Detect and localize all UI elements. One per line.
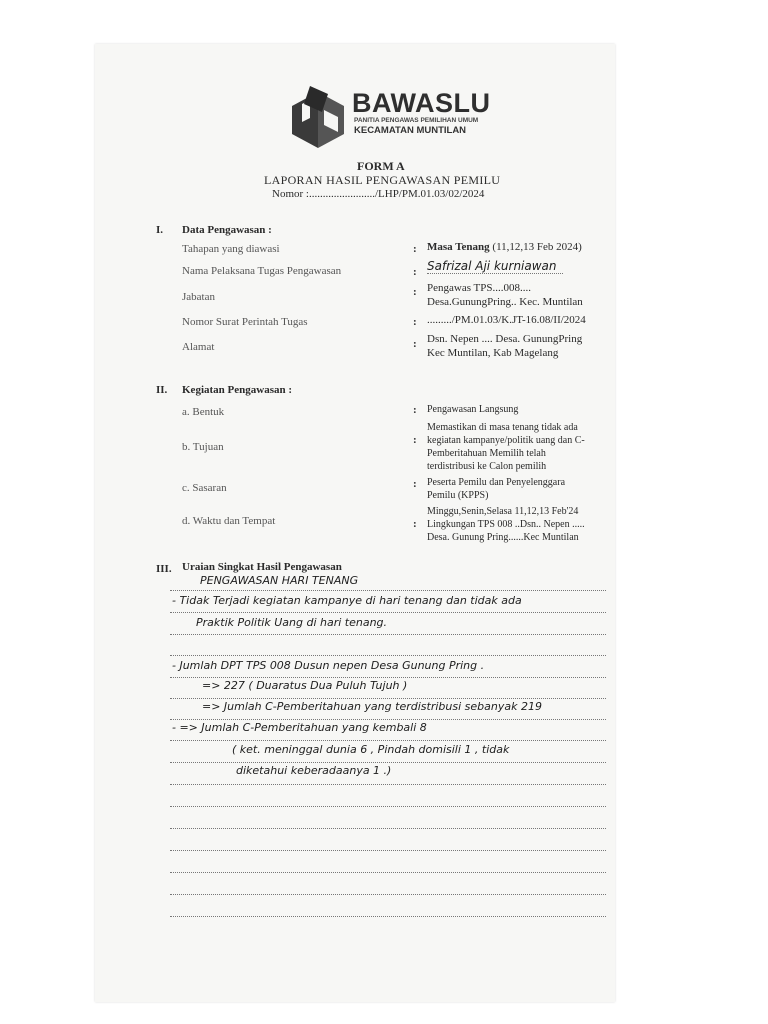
section1-number: I. <box>156 224 164 236</box>
writing-line <box>170 698 606 699</box>
s2-value-tujuan-4: terdistribusi ke Calon pemilih <box>427 461 547 472</box>
writing-line <box>170 806 606 807</box>
s1-value-tahapan-bold: Masa Tenang <box>427 241 490 253</box>
section2-number: II. <box>156 384 168 396</box>
s2-colon-sasaran: : <box>413 478 417 490</box>
s1-label-alamat: Alamat <box>182 341 215 353</box>
s2-value-tujuan-1: Memastikan di masa tenang tidak ada <box>427 422 578 433</box>
writing-line <box>170 677 606 678</box>
writing-line <box>170 916 606 917</box>
s1-colon-jabatan: : <box>413 286 417 298</box>
s1-label-jabatan: Jabatan <box>182 291 215 303</box>
writing-line <box>170 590 606 591</box>
s1-value-alamat-kec: Kec Muntilan, Kab Magelang <box>427 347 559 359</box>
s2-value-sasaran-1: Peserta Pemilu dan Penyelenggara <box>427 477 566 488</box>
hand-line-5: => 227 ( Duaratus Dua Puluh Tujuh ) <box>202 679 408 692</box>
s2-value-waktu-2: Lingkungan TPS 008 ..Dsn.. Nepen ..... <box>427 519 585 530</box>
s1-colon-alamat: : <box>413 338 417 350</box>
writing-line <box>170 894 606 895</box>
s2-value-waktu-1: Minggu,Senin,Selasa 11,12,13 Feb'24 <box>427 506 579 517</box>
writing-line <box>170 655 606 656</box>
hand-line-7: - => Jumlah C-Pemberitahuan yang kembali 8 <box>172 721 427 734</box>
logo-sub1: PANITIA PENGAWAS PEMILIHAN UMUM <box>354 117 479 124</box>
hand-line-6: => Jumlah C-Pemberitahuan yang terdistribusi sebanyak 219 <box>202 700 542 713</box>
ballot-box-icon <box>288 84 346 150</box>
s1-value-nama: Safrizal Aji kurniawan <box>427 259 563 274</box>
section3-title: Uraian Singkat Hasil Pengawasan <box>182 561 342 573</box>
form-nomor: Nomor :......................../LHP/PM.01.03/02/2024 <box>272 188 485 200</box>
logo-name: BAWASLU <box>352 88 491 118</box>
hand-line-2: - Tidak Terjadi kegiatan kampanye di hari tenang dan tidak ada <box>172 594 522 607</box>
s1-label-tahapan: Tahapan yang diawasi <box>182 243 280 255</box>
writing-line <box>170 634 606 635</box>
s2-value-tujuan-3: Pemberitahuan Memilih telah <box>427 448 546 459</box>
s2-label-sasaran: c. Sasaran <box>182 482 227 494</box>
s1-colon-nomor-surat: : <box>413 316 417 328</box>
writing-line <box>170 762 606 763</box>
s1-colon-nama: : <box>413 266 417 278</box>
hand-line-9: diketahui keberadaanya 1 .) <box>236 764 392 777</box>
s2-colon-waktu: : <box>413 518 417 530</box>
hand-line-8: ( ket. meninggal dunia 6 , Pindah domisili 1 , tidak <box>232 743 510 756</box>
writing-line <box>170 719 606 720</box>
s1-value-alamat: Dsn. Nepen .... Desa. GunungPring <box>427 333 583 345</box>
s2-value-sasaran-2: Pemilu (KPPS) <box>427 490 489 501</box>
s1-value-nomor-surat: ........./PM.01.03/K.JT-16.08/II/2024 <box>427 314 586 326</box>
form-label: FORM A <box>357 159 405 173</box>
bawaslu-logo <box>288 84 346 150</box>
s2-label-bentuk: a. Bentuk <box>182 406 225 418</box>
s1-label-nomor-surat: Nomor Surat Perintah Tugas <box>182 316 308 328</box>
s1-colon-tahapan: : <box>413 243 417 255</box>
writing-line <box>170 850 606 851</box>
writing-line <box>170 828 606 829</box>
section3-number: III. <box>156 563 172 575</box>
writing-line <box>170 740 606 741</box>
s1-value-tahapan-rest: (11,12,13 Feb 2024) <box>492 241 582 253</box>
s2-label-tujuan: b. Tujuan <box>182 441 224 453</box>
writing-line <box>170 612 606 613</box>
s2-value-bentuk: Pengawasan Langsung <box>427 404 519 415</box>
logo-sub2: KECAMATAN MUNTILAN <box>354 125 467 136</box>
s1-value-jabatan-desa: Desa.GunungPring.. Kec. Muntilan <box>427 296 583 308</box>
hand-line-3: Praktik Politik Uang di hari tenang. <box>196 616 388 629</box>
hand-line-4: - Jumlah DPT TPS 008 Dusun nepen Desa Gunung Pring . <box>172 659 485 672</box>
s2-value-tujuan-2: kegiatan kampanye/politik uang dan C- <box>427 435 585 446</box>
writing-line <box>170 872 606 873</box>
form-title: LAPORAN HASIL PENGAWASAN PEMILU <box>264 173 501 187</box>
s1-value-tahapan <box>427 241 582 253</box>
s1-value-jabatan: Pengawas TPS....008.... <box>427 282 531 294</box>
section1-title: Data Pengawasan : <box>182 224 272 236</box>
section2-title: Kegiatan Pengawasan : <box>182 384 292 396</box>
s1-label-nama: Nama Pelaksana Tugas Pengawasan <box>182 265 342 277</box>
s2-colon-tujuan: : <box>413 434 417 446</box>
s2-value-waktu-3: Desa. Gunung Pring......Kec Muntilan <box>427 532 579 543</box>
writing-line <box>170 784 606 785</box>
s2-label-waktu: d. Waktu dan Tempat <box>182 515 276 527</box>
s2-colon-bentuk: : <box>413 404 417 416</box>
hand-line-1: PENGAWASAN HARI TENANG <box>200 574 359 587</box>
